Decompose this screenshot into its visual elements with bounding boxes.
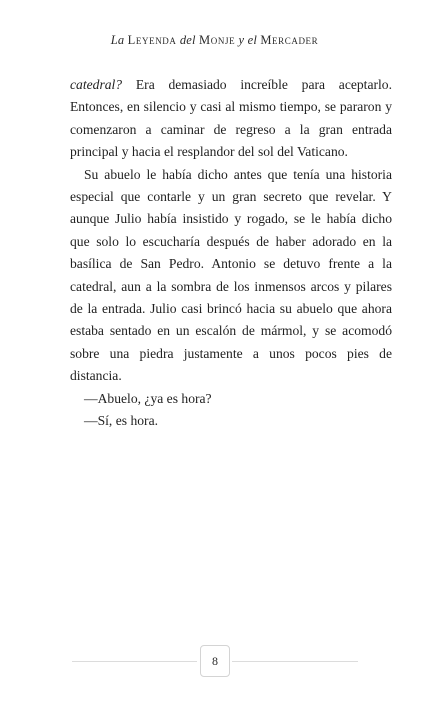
paragraph-1-italic: catedral? — [70, 77, 123, 92]
header-title-mercader: Mercader — [260, 33, 319, 47]
page-number: 8 — [200, 645, 230, 677]
paragraph-1 — [70, 74, 392, 164]
header-title-la: La — [110, 33, 128, 47]
footer-rule-right — [232, 661, 358, 662]
paragraph-1-text: Era demasiado increíble para aceptarlo. Entonces, en silencio y casi al mismo tiempo, se pararon y comenzaron a caminar de regreso a la gran entrada principal y hacia el resplandor del sol del Vaticano. — [70, 77, 392, 160]
running-header — [0, 33, 429, 48]
page-body — [70, 74, 392, 433]
header-title-del: del — [176, 33, 200, 47]
dialogue-line-1: —Abuelo, ¿ya es hora? — [84, 390, 212, 406]
paragraph-2: Su abuelo le había dicho antes que tenía una historia especial que contarle y un gran secreto que revelar. Y aunque Julio había insistido y rogado, se le había dicho que solo lo escucharía después de haber adorado en la basílica de San Pedro. Antonio se detuvo frente a la catedral, aun a la sombra de los inmensos arcos y pilares de la entrada. Julio casi brincó hacia su abuelo que ahora estaba sentado en un escalón de mármol, y se acomodó sobre una piedra justamente a unos pocos pies de distancia. — [70, 166, 392, 384]
dialogue-line-2: —Sí, es hora. — [84, 413, 159, 429]
header-title-monje: Monje — [199, 33, 236, 47]
header-title-y-el: y el — [235, 33, 261, 47]
footer-rule-left — [72, 661, 197, 662]
header-title-leyenda: Leyenda — [127, 33, 177, 47]
